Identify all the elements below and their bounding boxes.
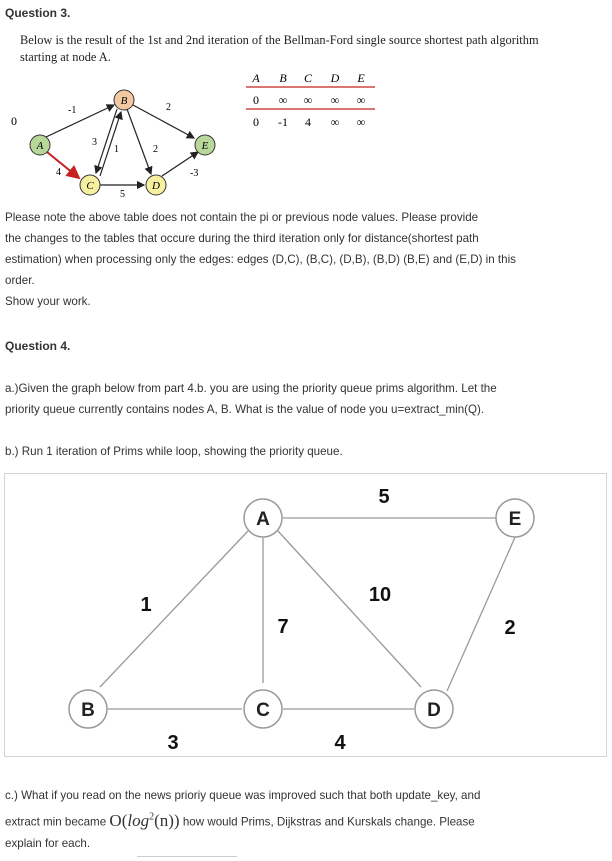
svg-text:E: E bbox=[201, 140, 209, 152]
q4-part-c bbox=[5, 785, 610, 854]
node-b bbox=[69, 690, 107, 728]
weight-a-c: 7 bbox=[277, 616, 289, 638]
table-cell: ∞ bbox=[303, 93, 313, 107]
edge-b-c bbox=[96, 109, 117, 173]
divider bbox=[137, 856, 237, 857]
edge-label-ab: -1 bbox=[68, 105, 77, 116]
table-header-e: E bbox=[357, 71, 365, 85]
q4-c-line3: explain for each. bbox=[5, 836, 91, 850]
svg-text:D: D bbox=[152, 180, 160, 192]
q3-intro-line1: Below is the result of the 1st and 2nd iteration of the Bellman-Ford single source shortest path algorithm bbox=[20, 33, 539, 47]
table-cell: ∞ bbox=[356, 115, 366, 129]
complexity-formula bbox=[109, 811, 179, 830]
bellman-ford-graph bbox=[0, 68, 250, 203]
table-cell: ∞ bbox=[330, 115, 340, 129]
q3-line1: Please note the above table does not contain the pi or previous node values. Please provide bbox=[5, 211, 479, 224]
table-cell: 0 bbox=[253, 93, 259, 107]
edge-label-de: -3 bbox=[190, 168, 199, 179]
edge-b-e bbox=[133, 105, 194, 138]
svg-text:C: C bbox=[256, 700, 270, 721]
table-header-c: C bbox=[303, 71, 313, 85]
edge-a-c bbox=[47, 152, 79, 178]
weight-c-d: 4 bbox=[334, 732, 346, 754]
table-cell: 0 bbox=[253, 115, 259, 129]
q4-c-line2 bbox=[5, 806, 610, 833]
q3-intro bbox=[20, 32, 610, 66]
svg-text:C: C bbox=[86, 180, 94, 192]
edge-label-bd: 2 bbox=[153, 144, 158, 155]
q4-c-line2-post: how would Prims, Dijkstras and Kurskals change. Please bbox=[182, 815, 475, 829]
source-dist-label: 0 bbox=[11, 114, 17, 128]
svg-text:A: A bbox=[256, 509, 270, 530]
distance-table bbox=[240, 70, 390, 135]
node-c bbox=[244, 690, 282, 728]
table-header-a: A bbox=[252, 71, 260, 85]
q3-line2: the changes to the tables that occure during the third iteration only for distance(shortest path bbox=[5, 232, 479, 245]
q4-part-a bbox=[5, 378, 610, 420]
table-header-d: D bbox=[330, 71, 340, 85]
node-a bbox=[30, 135, 50, 155]
q4-c-line1: c.) What if you read on the news prioriy queue was improved such that both update_key, and bbox=[5, 789, 481, 802]
edge-a-b bbox=[46, 105, 114, 137]
svg-text:D: D bbox=[427, 700, 441, 721]
q4-a-line2: priority queue currently contains nodes A, B. What is the value of node you u=extract_min(Q). bbox=[5, 403, 485, 416]
formula-sup: 2 bbox=[149, 811, 155, 822]
node-e bbox=[496, 499, 534, 537]
table-cell: 4 bbox=[305, 115, 311, 129]
edge-label-be: 2 bbox=[166, 102, 171, 113]
weight-e-d: 2 bbox=[504, 617, 516, 639]
table-cell: ∞ bbox=[356, 93, 366, 107]
q4-part-b: b.) Run 1 iteration of Prims while loop, showing the priority queue. bbox=[5, 445, 343, 458]
q4-a-line1: a.)Given the graph below from part 4.b. you are using the priority queue prims algorithm. Let the bbox=[5, 382, 497, 395]
table-cell: ∞ bbox=[330, 93, 340, 107]
formula-o: O bbox=[109, 810, 122, 830]
q3-line4: order. bbox=[5, 274, 35, 287]
formula-paren-open: ( bbox=[121, 810, 128, 830]
svg-text:A: A bbox=[36, 140, 44, 152]
formula-arg: (n) bbox=[154, 810, 174, 830]
table-header-b: B bbox=[279, 71, 287, 85]
q3-title: Question 3. bbox=[5, 6, 71, 20]
weight-a-e: 5 bbox=[378, 486, 390, 508]
node-d bbox=[146, 175, 166, 195]
edge-label-ac: 4 bbox=[56, 167, 61, 178]
q3-line3: estimation) when processing only the edges: edges (D,C), (B,C), (D,B), (B,D) (B,E) and (E,D) in this bbox=[5, 253, 516, 266]
weight-b-c: 3 bbox=[167, 732, 179, 754]
node-c bbox=[80, 175, 100, 195]
edge-label-cb: 1 bbox=[114, 144, 119, 155]
svg-text:B: B bbox=[120, 95, 128, 107]
q4-title: Question 4. bbox=[5, 339, 71, 353]
table-cell: -1 bbox=[278, 115, 288, 129]
prims-graph bbox=[4, 473, 608, 758]
q3-show-work: Show your work. bbox=[5, 295, 91, 308]
q4-c-line2-pre: extract min became bbox=[5, 815, 107, 829]
node-d bbox=[415, 690, 453, 728]
weight-a-b: 1 bbox=[140, 594, 152, 616]
node-e bbox=[195, 135, 215, 155]
formula-log: log bbox=[127, 810, 150, 830]
node-a bbox=[244, 499, 282, 537]
table-cell: ∞ bbox=[278, 93, 288, 107]
svg-text:B: B bbox=[81, 700, 95, 721]
formula-paren-close: ) bbox=[173, 810, 180, 830]
weight-a-d: 10 bbox=[368, 584, 392, 606]
node-b bbox=[114, 90, 134, 110]
q3-intro-line2: starting at node A. bbox=[20, 50, 111, 64]
svg-text:E: E bbox=[508, 509, 522, 530]
edge-label-cd: 5 bbox=[120, 189, 125, 200]
edge-b-d bbox=[127, 109, 151, 174]
edge-label-bc: 3 bbox=[92, 137, 97, 148]
q3-instructions bbox=[5, 207, 610, 312]
